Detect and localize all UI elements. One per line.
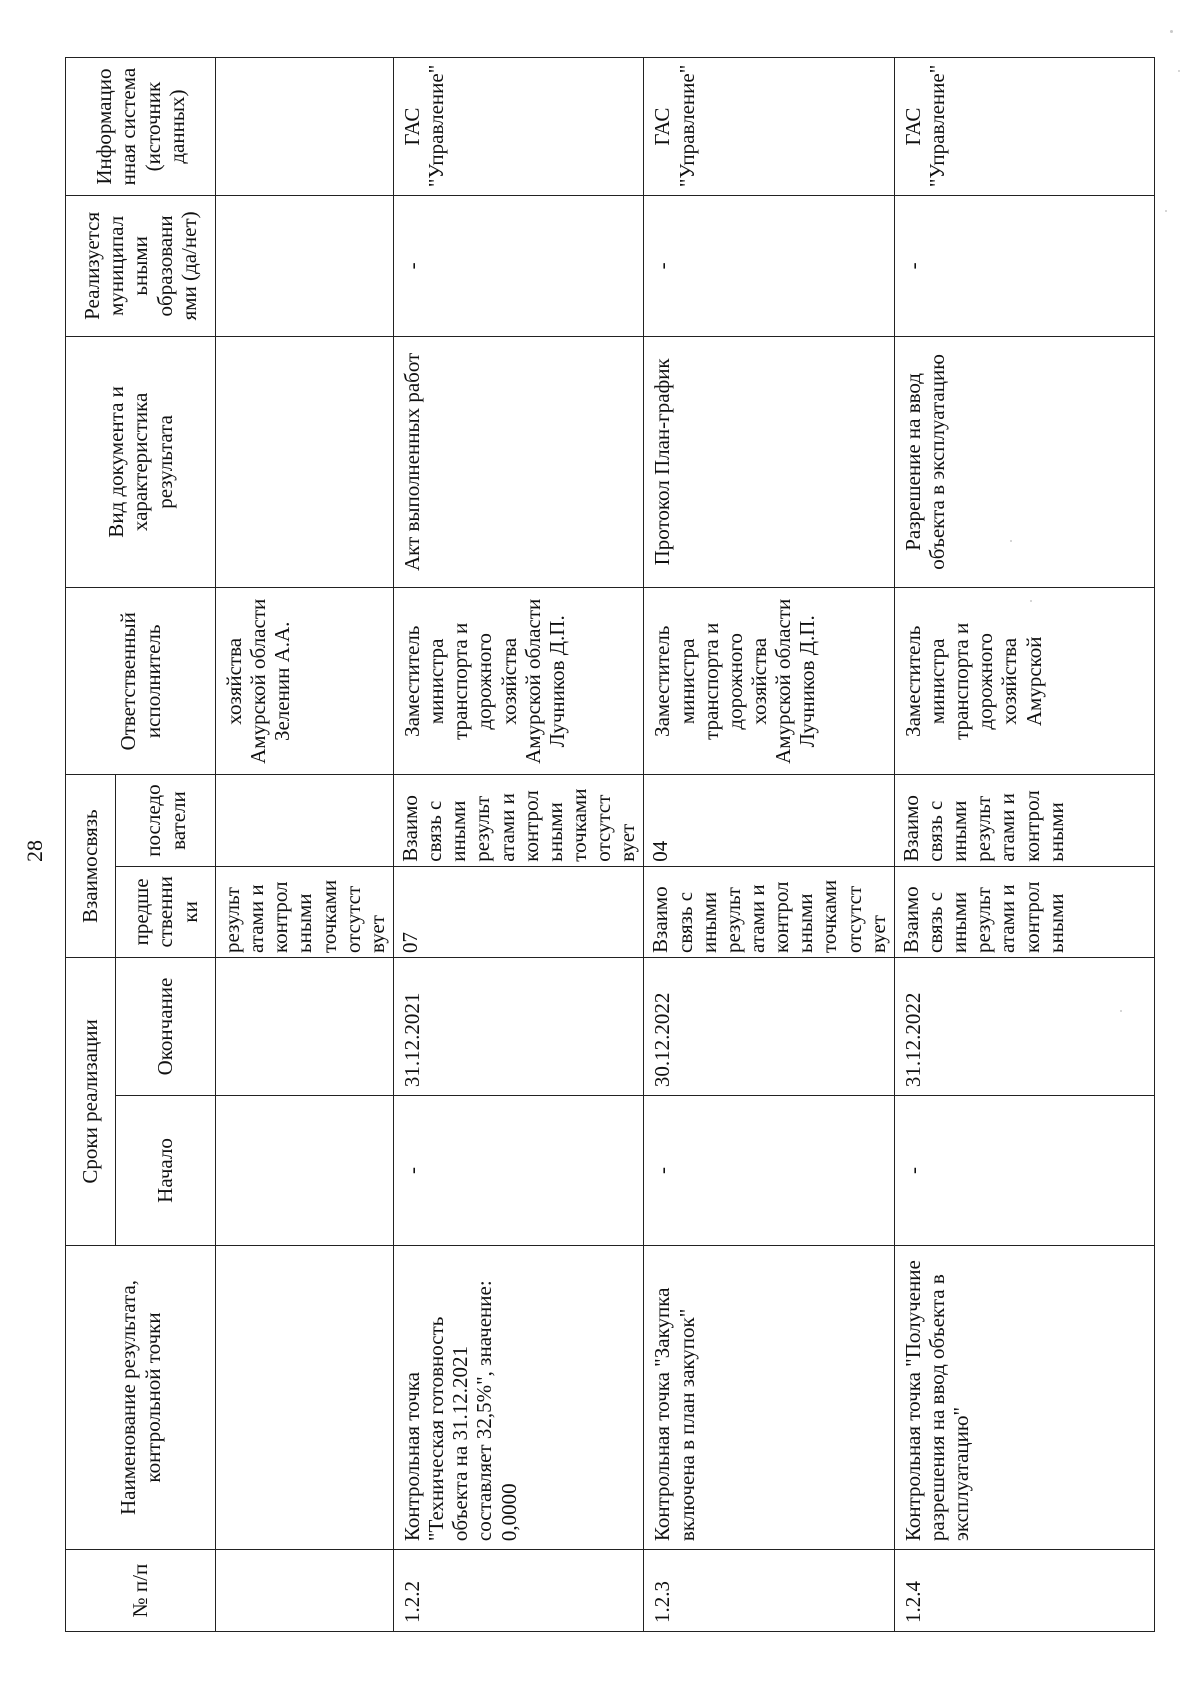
cell-name: Контрольная точка "Закупка включена в план закупок"	[644, 1245, 894, 1549]
cell-successors	[216, 775, 394, 866]
cell-name	[216, 1245, 394, 1549]
scan-speck	[1030, 600, 1032, 602]
page-number: 28	[22, 840, 47, 862]
cell-document: Протокол План-график	[644, 336, 894, 588]
cell-end	[216, 957, 394, 1095]
header-start: Начало	[116, 1096, 216, 1246]
cell-start: -	[393, 1096, 643, 1246]
header-terms: Сроки реализации	[66, 957, 116, 1245]
header-municipal: Реализуется муниципал ьными образовани ями (да/нет)	[66, 196, 216, 336]
cell-num: 1.2.4	[894, 1550, 1154, 1632]
header-info-system: Информацио нная система (источник данных)	[66, 58, 216, 196]
table-row	[216, 58, 394, 1632]
scan-speck	[1178, 70, 1180, 72]
cell-municipal: -	[644, 196, 894, 336]
scan-speck	[1170, 30, 1173, 33]
header-successors: последо ватели	[116, 775, 216, 866]
scan-speck	[1010, 540, 1012, 542]
cell-municipal	[216, 196, 394, 336]
cell-num	[216, 1550, 394, 1632]
cell-end: 31.12.2022	[894, 957, 1154, 1095]
cell-predecessors: результ атами и контрол ьными точками отсутст вует	[216, 866, 394, 957]
cell-start: -	[894, 1096, 1154, 1246]
header-num: № п/п	[66, 1550, 216, 1632]
cell-document: Акт выполненных работ	[393, 336, 643, 588]
cell-info-system: ГАС "Управление"	[894, 58, 1154, 196]
header-responsible: Ответственный исполнитель	[66, 588, 216, 775]
cell-successors: Взаимо связь с иными результ атами и контрол ьными точками отсутст вует	[393, 775, 643, 866]
cell-info-system: ГАС "Управление"	[644, 58, 894, 196]
cell-start	[216, 1096, 394, 1246]
cell-municipal: -	[393, 196, 643, 336]
cell-name: Контрольная точка "Получение разрешения на ввод объекта в эксплуатацию"	[894, 1245, 1154, 1549]
cell-predecessors: Взаимо связь с иными результ атами и контрол ьными точками отсутст вует	[644, 866, 894, 957]
header-relation: Взаимосвязь	[66, 775, 116, 958]
cell-num: 1.2.2	[393, 1550, 643, 1632]
table-row	[393, 58, 643, 1632]
plan-table	[65, 57, 1155, 1632]
cell-num: 1.2.3	[644, 1550, 894, 1632]
table-row	[894, 58, 1154, 1632]
header-predecessors: предше ственни ки	[116, 866, 216, 957]
cell-predecessors: Взаимо связь с иными результ атами и контрол ьными	[894, 866, 1154, 957]
cell-successors: Взаимо связь с иными результ атами и контрол ьными	[894, 775, 1154, 866]
cell-responsible: Заместитель министра транспорта и дорожного хозяйства Амурской	[894, 588, 1154, 775]
cell-start: -	[644, 1096, 894, 1246]
cell-info-system	[216, 58, 394, 196]
cell-document	[216, 336, 394, 588]
cell-info-system: ГАС "Управление"	[393, 58, 643, 196]
cell-responsible: хозяйства Амурской области Зеленин А.А.	[216, 588, 394, 775]
table-row	[644, 58, 894, 1632]
cell-document: Разрешение на ввод объекта в эксплуатацию	[894, 336, 1154, 588]
scan-speck	[1120, 1010, 1122, 1012]
scan-speck	[1165, 210, 1167, 212]
cell-end: 31.12.2021	[393, 957, 643, 1095]
cell-successors: 04	[644, 775, 894, 866]
header-name: Наименование результата, контрольной точки	[66, 1245, 216, 1549]
header-end: Окончание	[116, 957, 216, 1095]
cell-responsible: Заместитель министра транспорта и дорожного хозяйства Амурской области Лучников Д.П.	[644, 588, 894, 775]
cell-predecessors: 07	[393, 866, 643, 957]
cell-name: Контрольная точка "Техническая готовность объекта на 31.12.2021 составляет 32,5%", значение: 0,0000	[393, 1245, 643, 1549]
cell-end: 30.12.2022	[644, 957, 894, 1095]
header-document: Вид документа и характеристика результата	[66, 336, 216, 588]
header-row-top	[66, 58, 116, 1632]
cell-municipal: -	[894, 196, 1154, 336]
cell-responsible: Заместитель министра транспорта и дорожного хозяйства Амурской области Лучников Д.П.	[393, 588, 643, 775]
